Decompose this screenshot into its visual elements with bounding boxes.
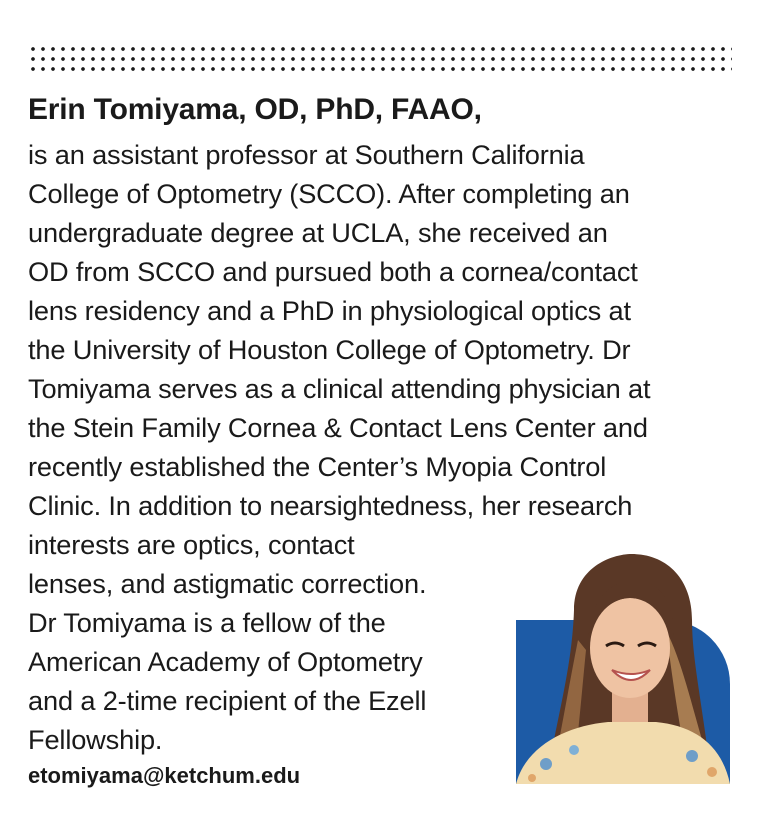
bio-line: Dr Tomiyama is a fellow of the bbox=[28, 607, 386, 638]
bio-line: Tomiyama serves as a clinical attending physician at bbox=[28, 373, 651, 404]
bio-line: Clinic. In addition to nearsightedness, her research bbox=[28, 490, 633, 521]
author-email[interactable]: etomiyama@ketchum.edu bbox=[28, 763, 301, 788]
bio-line: the Stein Family Cornea & Contact Lens Center and bbox=[28, 412, 648, 443]
bio-line: the University of Houston College of Optometry. Dr bbox=[28, 334, 631, 365]
bio-line: recently established the Center’s Myopia Control bbox=[28, 451, 607, 482]
bio-line: lenses, and astigmatic correction. bbox=[28, 568, 427, 599]
bio-line: and a 2-time recipient of the Ezell bbox=[28, 685, 427, 716]
bio-line: American Academy of Optometry bbox=[28, 646, 423, 677]
bio-line: interests are optics, contact bbox=[28, 529, 355, 560]
bio-line: Fellowship. bbox=[28, 724, 163, 755]
author-photo bbox=[516, 550, 730, 784]
author-name: Erin Tomiyama, OD, PhD, FAAO, bbox=[28, 93, 482, 126]
bio-line: OD from SCCO and pursued both a cornea/contact bbox=[28, 256, 638, 287]
bio-line: is an assistant professor at Southern California bbox=[28, 139, 585, 170]
bio-line: lens residency and a PhD in physiological optics at bbox=[28, 295, 631, 326]
bio-line: College of Optometry (SCCO). After completing an bbox=[28, 178, 630, 209]
bio-line: undergraduate degree at UCLA, she received an bbox=[28, 217, 608, 248]
dotted-divider bbox=[28, 44, 732, 74]
